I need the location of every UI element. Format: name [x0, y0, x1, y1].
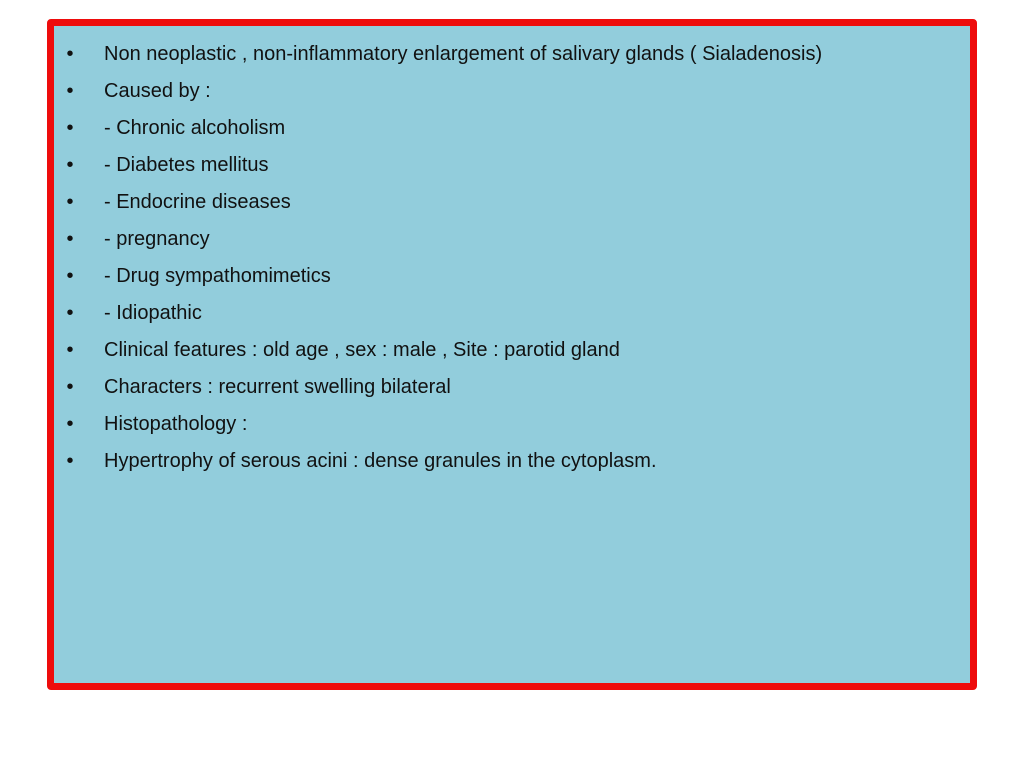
bullet-icon: • — [66, 191, 74, 213]
bullet-text: Clinical features : old age , sex : male , Site : parotid gland — [104, 339, 620, 361]
bullet-item — [58, 332, 960, 369]
bullet-icon: • — [66, 450, 74, 472]
bullet-text: Non neoplastic , non-inflammatory enlargement of salivary glands ( Sialadenosis) — [104, 43, 823, 65]
bullet-text: - Drug sympathomimetics — [104, 265, 331, 287]
bullet-text: Caused by : — [104, 80, 211, 102]
bullet-item — [58, 295, 960, 332]
bullet-list — [58, 36, 960, 480]
bullet-text: - Chronic alcoholism — [104, 117, 286, 139]
bullet-item — [58, 110, 960, 147]
bullet-item — [58, 443, 960, 480]
bullet-text: - Endocrine diseases — [104, 191, 291, 213]
bullet-icon: • — [66, 117, 74, 139]
bullet-item — [58, 258, 960, 295]
bullet-icon: • — [66, 339, 74, 361]
bullet-item — [58, 73, 960, 110]
bullet-text: Histopathology : — [104, 413, 248, 435]
bullet-item — [58, 221, 960, 258]
bullet-icon: • — [66, 228, 74, 250]
bullet-item — [58, 406, 960, 443]
bullet-icon: • — [66, 413, 74, 435]
bullet-icon: • — [66, 376, 74, 398]
bullet-text: - pregnancy — [104, 228, 210, 250]
bullet-text: Hypertrophy of serous acini : dense granules in the cytoplasm. — [104, 450, 657, 472]
bullet-text: - Idiopathic — [104, 302, 202, 324]
bullet-item — [58, 36, 960, 73]
bullet-icon: • — [66, 265, 74, 287]
bullet-icon: • — [66, 80, 74, 102]
bullet-icon: • — [66, 154, 74, 176]
bullet-text: - Diabetes mellitus — [104, 154, 269, 176]
bullet-item — [58, 147, 960, 184]
bullet-item — [58, 369, 960, 406]
bullet-icon: • — [66, 43, 74, 65]
content-box — [47, 19, 977, 690]
bullet-item — [58, 184, 960, 221]
bullet-text: Characters : recurrent swelling bilateral — [104, 376, 451, 398]
bullet-icon: • — [66, 302, 74, 324]
